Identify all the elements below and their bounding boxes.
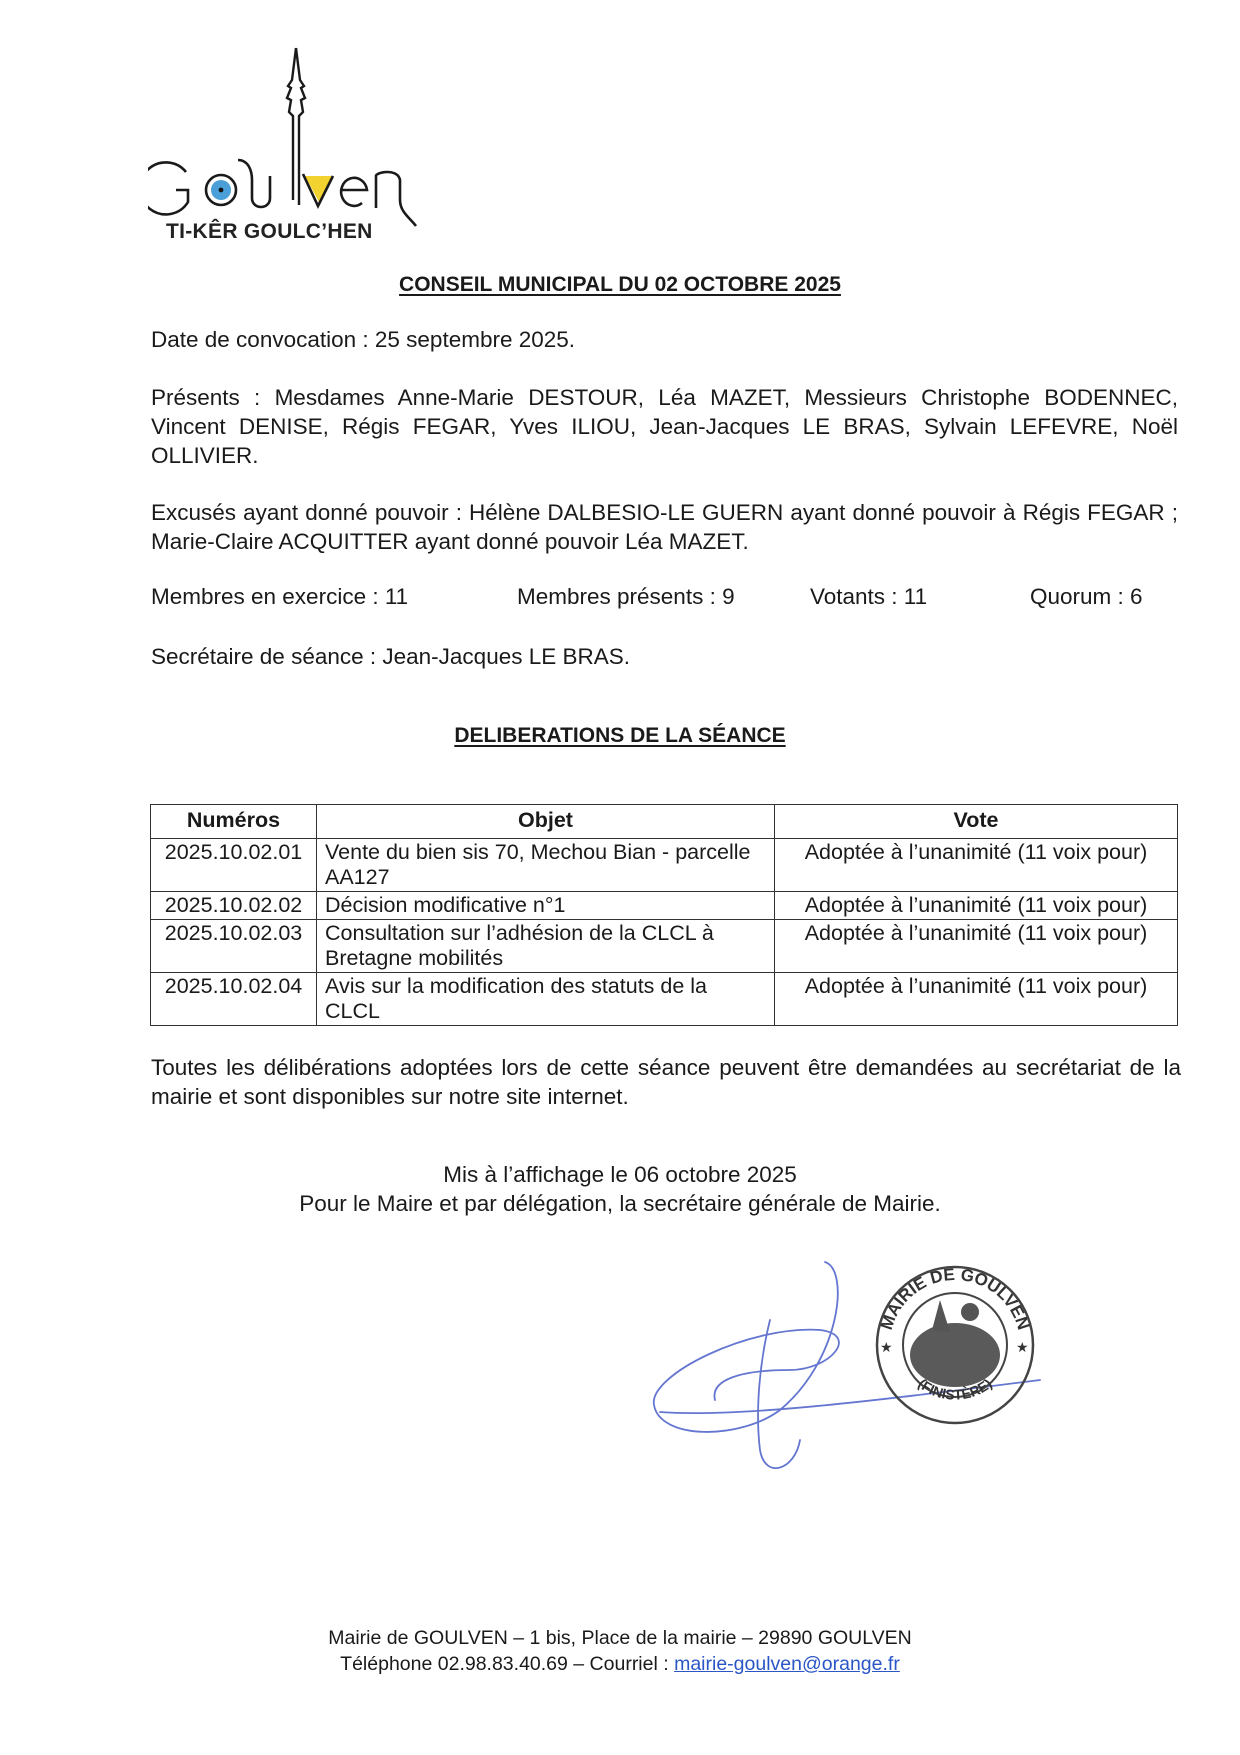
svg-text:MAIRIE DE GOULVEN <box>877 1265 1033 1332</box>
affichage-delegation: Pour le Maire et par délégation, la secrétaire générale de Mairie. <box>299 1191 941 1216</box>
cell-numero: 2025.10.02.02 <box>151 892 317 920</box>
cell-vote: Adoptée à l’unanimité (11 voix pour) <box>775 920 1178 973</box>
table-row <box>151 839 1178 892</box>
stamp-top-text: MAIRIE DE GOULVEN <box>876 1264 1034 1333</box>
cell-vote: Adoptée à l’unanimité (11 voix pour) <box>775 839 1178 892</box>
table-row <box>151 920 1178 973</box>
cell-objet: Consultation sur l’adhésion de la CLCL à Bretagne mobilités <box>317 920 775 973</box>
column-header-vote: Vote <box>775 805 1178 839</box>
secretaire-seance: Secrétaire de séance : Jean-Jacques LE BRAS. <box>151 644 631 669</box>
stamp-bottom-text: (FINISTÈRE) <box>915 1375 995 1403</box>
excuses-paragraph: Excusés ayant donné pouvoir : Hélène DALBESIO-LE GUERN ayant donné pouvoir à Régis FEGAR ; Marie-Claire ACQUITTER ayant donné pouvoir Léa MAZET. <box>151 500 1178 554</box>
stat-membres-presents: Membres présents : 9 <box>517 584 735 609</box>
cell-vote: Adoptée à l’unanimité (11 voix pour) <box>775 892 1178 920</box>
cell-numero: 2025.10.02.03 <box>151 920 317 973</box>
goulven-logo-icon <box>148 40 438 240</box>
affichage-block <box>0 1160 1240 1218</box>
footer <box>0 1625 1240 1677</box>
affichage-date: Mis à l’affichage le 06 octobre 2025 <box>443 1162 797 1187</box>
document-title: CONSEIL MUNICIPAL DU 02 OCTOBRE 2025 <box>399 273 841 296</box>
signature-stamp-area <box>620 1240 1060 1490</box>
cell-objet: Vente du bien sis 70, Mechou Bian - parcelle AA127 <box>317 839 775 892</box>
footer-address: Mairie de GOULVEN – 1 bis, Place de la mairie – 29890 GOULVEN <box>328 1627 912 1649</box>
footer-email-link[interactable]: mairie-goulven@orange.fr <box>674 1653 900 1675</box>
stat-quorum: Quorum : 6 <box>1030 584 1143 609</box>
stat-votants: Votants : 11 <box>810 584 928 609</box>
presents-paragraph: Présents : Mesdames Anne-Marie DESTOUR, Léa MAZET, Messieurs Christophe BODENNEC, Vincent DENISE, Régis FEGAR, Yves ILIOU, Jean-Jacques LE BRAS, Sylvain LEFEVRE, Noël OLLIVIER. <box>151 385 1178 468</box>
cell-vote: Adoptée à l’unanimité (11 voix pour) <box>775 973 1178 1026</box>
table-row <box>151 892 1178 920</box>
footer-phone: Téléphone 02.98.83.40.69 – Courriel : <box>340 1653 675 1675</box>
table-row <box>151 973 1178 1026</box>
column-header-objet: Objet <box>317 805 775 839</box>
deliberations-note: Toutes les délibérations adoptées lors de cette séance peuvent être demandées au secrétariat de la mairie et sont disponibles sur notre site internet. <box>151 1055 1181 1109</box>
cell-numero: 2025.10.02.01 <box>151 839 317 892</box>
mairie-stamp-icon <box>870 1260 1040 1430</box>
logo-subtitle: TI-KÊR GOULC’HEN <box>166 220 373 243</box>
column-header-numeros: Numéros <box>151 805 317 839</box>
convocation-date: Date de convocation : 25 septembre 2025. <box>151 327 576 352</box>
table-header-row <box>151 805 1178 839</box>
goulven-logo <box>148 40 438 250</box>
members-stats <box>151 584 1181 614</box>
stamp-star-icon: ★ <box>1016 1339 1029 1355</box>
stamp-star-icon: ★ <box>880 1339 893 1355</box>
cell-objet: Décision modificative n°1 <box>317 892 775 920</box>
cell-objet: Avis sur la modification des statuts de la CLCL <box>317 973 775 1026</box>
cell-numero: 2025.10.02.04 <box>151 973 317 1026</box>
deliberations-title: DELIBERATIONS DE LA SÉANCE <box>454 724 786 747</box>
deliberations-table <box>150 804 1178 1026</box>
footer-contact <box>0 1651 1240 1677</box>
stat-membres-exercice: Membres en exercice : 11 <box>151 584 409 609</box>
